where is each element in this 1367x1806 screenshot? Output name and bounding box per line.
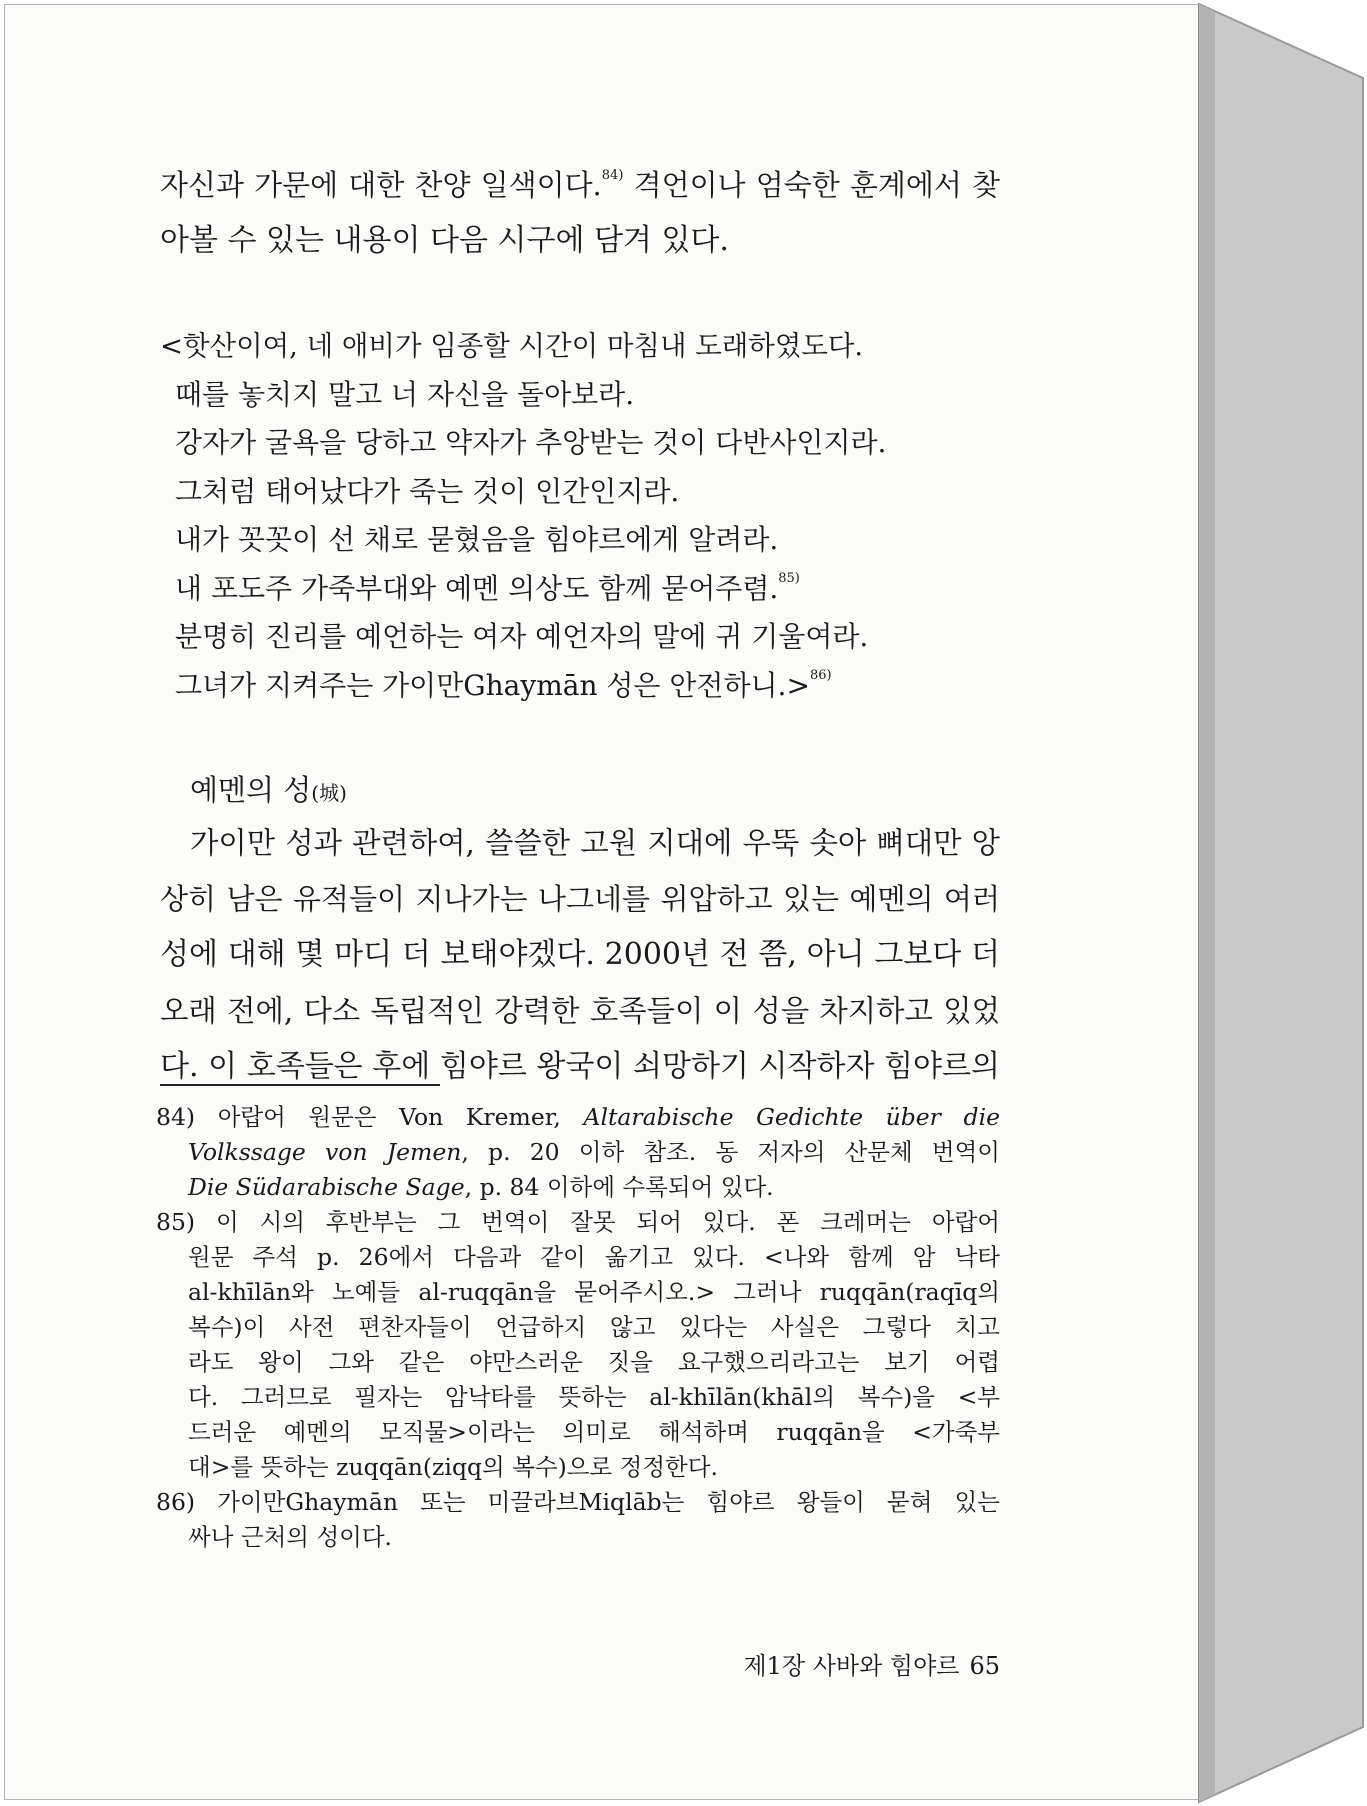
text-segment: , p. 20 이하 참조. 동 저자의 산문체 번역이 xyxy=(461,1138,1000,1166)
footnote-ref-85[interactable]: 85) xyxy=(778,570,800,586)
page-number: 65 xyxy=(969,1652,1000,1680)
paragraph-line: 아볼 수 있는 내용이 다음 시구에 담겨 있다. xyxy=(160,223,729,258)
footnote-line: 복수)이 사전 편찬자들이 언급하지 않고 있다는 사실은 그렇다 치고 xyxy=(188,1313,1000,1341)
paragraph-line: 성에 대해 몇 마디 더 보태야겠다. 2000년 전 쯤, 아니 그보다 더 xyxy=(160,937,1000,972)
footnote-ref-84[interactable]: 84) xyxy=(601,168,624,183)
footnote-line: 대>를 뜻하는 zuqqān(ziqq의 복수)으로 정정한다. xyxy=(188,1453,718,1481)
footnote-86 xyxy=(156,1485,1000,1555)
footnotes xyxy=(156,1100,1000,1555)
footnote-divider xyxy=(160,1084,440,1086)
paragraph-line: 가이만 성과 관련하여, 쓸쓸한 고원 지대에 우뚝 솟아 뼈대만 앙 xyxy=(190,826,1000,860)
text-segment: 아랍어 원문은 Von Kremer, xyxy=(195,1103,584,1131)
verse-block xyxy=(160,322,887,710)
text-segment: Altarabische Gedichte über die xyxy=(583,1103,1000,1131)
footnote-line: 싸나 근처의 성이다. xyxy=(188,1523,393,1551)
verse-line: 때를 놓치지 말고 너 자신을 돌아보라. xyxy=(175,377,635,411)
section-heading-text: 예멘의 성 xyxy=(190,773,312,807)
verse-line xyxy=(175,565,886,614)
footnote-line: al-khīlān와 노예들 al-ruqqān을 묻어주시오.> 그러나 ruqqān(raqīq의 xyxy=(188,1278,1000,1306)
running-head: 제1장 사바와 힘야르 xyxy=(743,1652,960,1680)
text-segment: 내 포도주 가죽부대와 예멘 의상도 함께 묻어주렴. xyxy=(175,571,779,605)
footnote-number: 84) xyxy=(156,1103,196,1131)
verse-line: <핫산이여, 네 애비가 임종할 시간이 마침내 도래하였도다. xyxy=(160,330,864,362)
footnote-line: 다. 그러므로 필자는 암낙타를 뜻하는 al-khīlān(khāl의 복수)을 <부 xyxy=(188,1383,1000,1411)
page-footer xyxy=(700,1646,1000,1681)
footnote-line xyxy=(156,1100,1000,1135)
page-stack-side xyxy=(1199,4,1363,1802)
paragraph-line xyxy=(160,157,1000,213)
verse-line xyxy=(175,662,886,711)
footnote-number: 86) xyxy=(156,1488,196,1516)
paragraph-line: 상히 남은 유적들이 지나가는 나그네를 위압하고 있는 예멘의 여러 xyxy=(160,882,1000,916)
text-segment: 자신과 가문에 대한 찬양 일색이다. xyxy=(160,168,602,202)
footnote-number: 85) xyxy=(156,1208,196,1236)
footnote-ref-86[interactable]: 86) xyxy=(809,667,832,683)
verse-line: 분명히 진리를 예언하는 여자 예언자의 말에 귀 기울여라. xyxy=(175,620,869,653)
paragraph-line: 오래 전에, 다소 독립적인 강력한 호족들이 이 성을 차지하고 있었 xyxy=(160,994,1000,1028)
text-segment: , p. 84 이하에 수록되어 있다. xyxy=(464,1173,774,1201)
verse-line: 그처럼 태어났다가 죽는 것이 인간인지라. xyxy=(175,474,680,508)
text-segment: 격언이나 엄숙한 훈계에서 찾 xyxy=(623,168,1000,202)
section-heading xyxy=(190,770,347,813)
footnote-84 xyxy=(156,1100,1000,1205)
section-heading-hanja: (城) xyxy=(311,781,347,805)
footnote-line: 드러운 예멘의 모직물>이라는 의미로 해석하며 ruqqān을 <가죽부 xyxy=(188,1418,1000,1446)
verse-line: 강자가 굴욕을 당하고 약자가 추앙받는 것이 다반사인지라. xyxy=(175,426,887,459)
footnote-line xyxy=(156,1205,1000,1240)
verse-line: 내가 꼿꼿이 선 채로 묻혔음을 힘야르에게 알려라. xyxy=(175,523,779,556)
text-segment: 이 시의 후반부는 그 번역이 잘못 되어 있다. 폰 크레머는 아랍어 xyxy=(195,1208,1000,1236)
text-segment: 그녀가 지켜주는 가이만Ghaymān 성은 안전하니.> xyxy=(175,668,810,702)
paragraph-line: 다. 이 호족들은 후에 힘야르 왕국이 쇠망하기 시작하자 힘야르의 xyxy=(160,1049,1000,1084)
paragraph-top xyxy=(160,157,1000,269)
footnote-line: 라도 왕이 그와 같은 야만스러운 짓을 요구했으리라고는 보기 어렵 xyxy=(188,1348,1000,1376)
footnote-line: 원문 주석 p. 26에서 다음과 같이 옮기고 있다. <나와 함께 암 낙타 xyxy=(188,1243,1000,1271)
footnote-line xyxy=(156,1170,1000,1205)
footnote-line xyxy=(156,1135,1000,1170)
footnote-85 xyxy=(156,1205,1000,1485)
text-segment: Volkssage von Jemen xyxy=(188,1138,462,1166)
paragraph-section xyxy=(160,815,1000,1095)
page-stack-shadow xyxy=(1199,4,1215,1802)
text-segment: Die Südarabische Sage xyxy=(188,1173,465,1201)
footnote-line xyxy=(156,1485,1000,1520)
text-segment: 가이만Ghaymān 또는 미끌라브Miqlāb는 힘야르 왕들이 묻혀 있는 xyxy=(195,1488,1000,1516)
